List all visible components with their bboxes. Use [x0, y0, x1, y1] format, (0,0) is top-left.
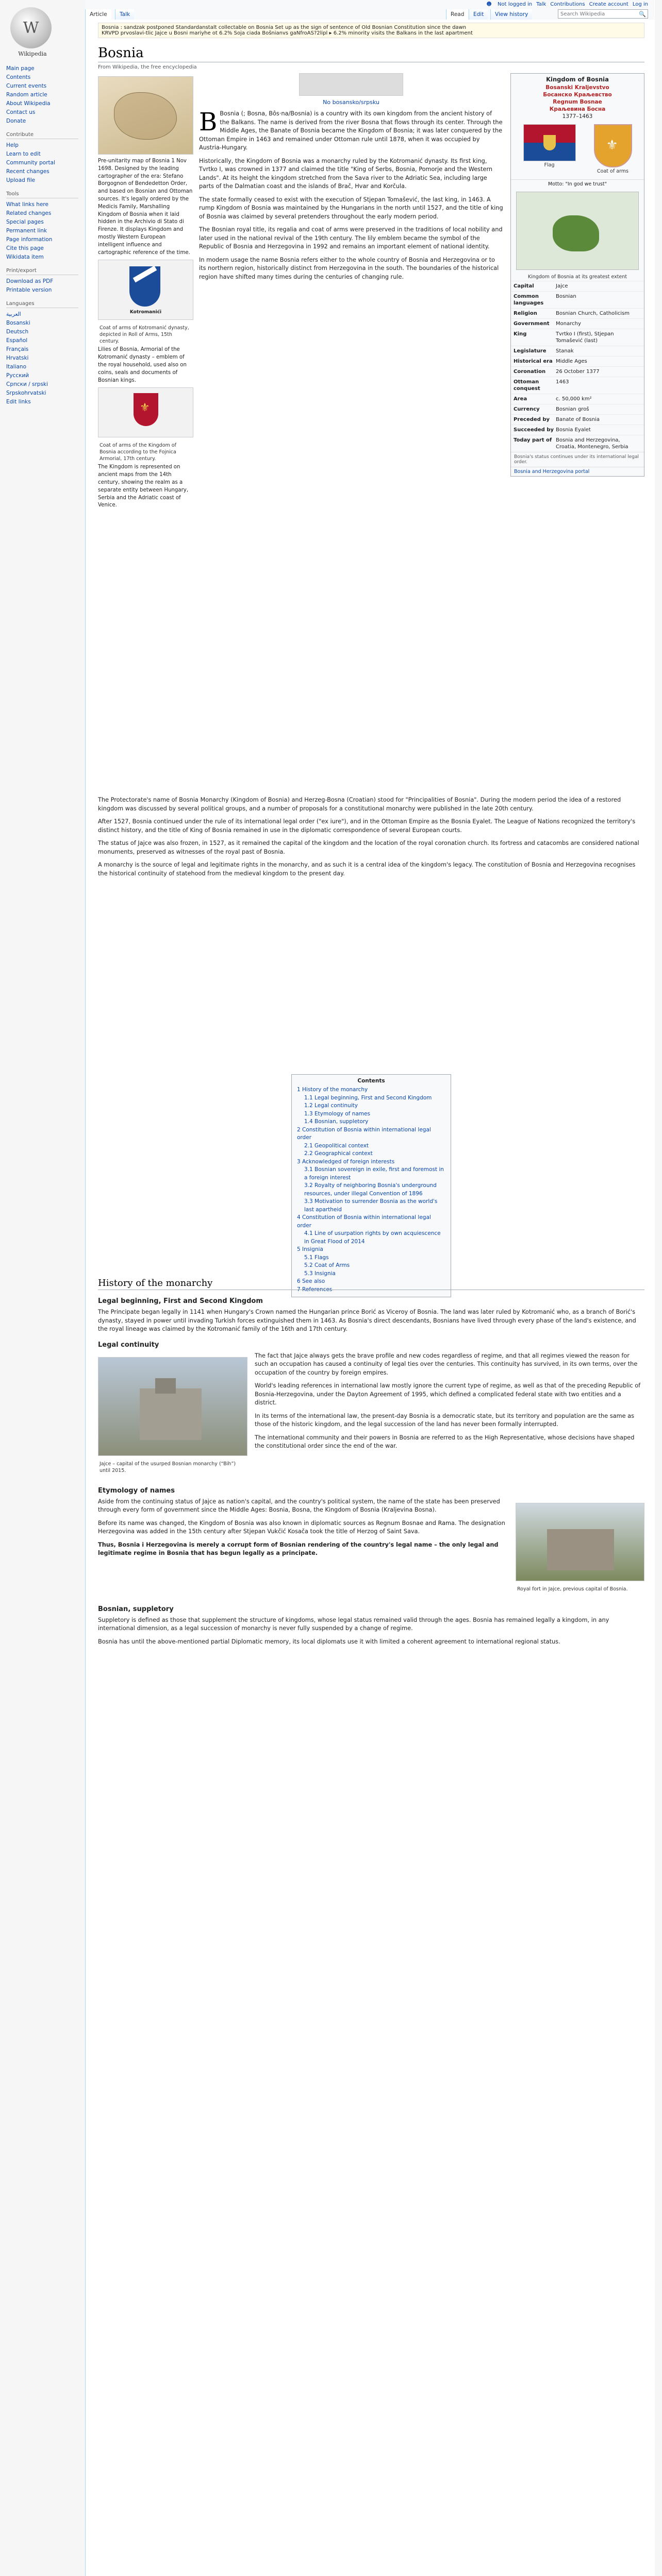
- infobox-row: [511, 414, 644, 425]
- sidebar-nav-item[interactable]: Srpskohrvatski: [6, 390, 46, 396]
- sidebar-nav-item[interactable]: Page information: [6, 236, 53, 243]
- tab-edit[interactable]: Edit: [469, 9, 488, 20]
- toc-item[interactable]: 1.1 Legal beginning, First and Second Kingdom: [304, 1094, 432, 1101]
- sidebar-nav-item[interactable]: Deutsch: [6, 329, 29, 335]
- fojnica-caption: Coat of arms of the Kingdom of Bosnia according to the Fojnica Armorial, 17th century.: [100, 443, 176, 462]
- subsection-heading: Legal continuity: [98, 1341, 159, 1349]
- sidebar-nav-item[interactable]: Recent changes: [6, 168, 49, 175]
- top-bar: [85, 0, 654, 20]
- sidebar-nav-item[interactable]: Random article: [6, 92, 47, 98]
- infobox-portal-link[interactable]: Bosnia and Herzegovina portal: [511, 467, 644, 476]
- nav-section-heading: Languages: [6, 301, 78, 308]
- infobox-row: [511, 366, 644, 377]
- sidebar-nav-item[interactable]: Printable version: [6, 287, 52, 293]
- tab-talk[interactable]: Talk: [115, 9, 134, 20]
- toc-item[interactable]: 2.2 Geographical context: [304, 1150, 373, 1157]
- infobox-value: Bosnian: [556, 294, 576, 299]
- infobox-row: [511, 318, 644, 329]
- infobox-key: Preceded by: [514, 417, 550, 422]
- sidebar-nav-item[interactable]: Wikidata item: [6, 254, 44, 260]
- left-lilies-text: Lilies of Bosnia, Armorial of the Kotromanić dynasty – emblem of the royal household, used also on coins, seals and documents of Bosnian kings.: [98, 347, 187, 383]
- left-intro-text: Pre-unitarity map of Bosnia 1 Nov 1698. Designed by the leading cartographer of the era: Stefano Borgognon of Bendedetton Order, and based on Bosnian and Ottoman sources. It's legally ordered by the Medicis Family, Marshalling Kingdom of Bosnia when it laid hidden in the Archivio di Stato di Firenze. It displays Kingdom and mostly Western European intelligent influence and cartographic reference of the time.: [98, 158, 193, 256]
- toc-wrap: [98, 1074, 644, 1297]
- kotromanic-caption: Coat of arms of Kotromanić dynasty, depicted in Roll of Arms, 15th century.: [100, 325, 189, 345]
- infobox-native-names: Bosanski Kraljevstvo Босанско Краљевство Regnum Bosnae Краљевина Босна 1377–1463: [543, 84, 612, 120]
- infobox-row: [511, 281, 644, 291]
- left-maps-text: The Kingdom is represented on ancient maps from the 14th century, showing the realm as a separate entity between Hungary, Serbia and the Adriatic coast of Venice.: [98, 464, 189, 509]
- infobox-value: Bosnian Church, Catholicism: [556, 311, 630, 316]
- toc-item[interactable]: 3.2 Royalty of neighboring Bosnia's underground resources, under illegal Convention of 1896: [304, 1182, 437, 1197]
- infobox-value: Bosnian groš: [556, 406, 589, 412]
- sidebar-nav-item[interactable]: Italiano: [6, 364, 26, 370]
- page-title: Bosnia: [98, 45, 644, 62]
- infobox-row: [511, 329, 644, 346]
- lead-paragraph-4: The Bosnian royal title, its regalia and coat of arms were preserved in the traditions of local nobility and later used in the national revival of the 19th century. The lily emblem became the symbol of the Republic of Bosnia and Herzegovina in 1992 and remains an important element of national identity.: [199, 226, 503, 250]
- toc-item[interactable]: 5.1 Flags: [304, 1254, 329, 1261]
- old-map-image[interactable]: [98, 76, 193, 155]
- toc-item[interactable]: 1.3 Etymology of names: [304, 1110, 370, 1117]
- infobox-row: [511, 435, 644, 452]
- toc-item[interactable]: 5 Insignia: [297, 1246, 323, 1252]
- body-text: [98, 796, 644, 883]
- toc-item[interactable]: 6 See also: [297, 1278, 325, 1284]
- sidebar-nav-item[interactable]: Hrvatski: [6, 355, 29, 361]
- sidebar-nav-item[interactable]: Main page: [6, 65, 35, 72]
- section-paragraph: Thus, Bosnia i Herzegovina is merely a corrupt form of Bosnian rendering of the country's legal name – the only legal and legitimate regime in Bosnia that has begun legally as a principate.: [98, 1541, 499, 1556]
- user-icon: ☻: [486, 2, 492, 7]
- section-paragraph: World's leading references in international law mostly ignore the current type of regime, as well as that of the preceding Republic of Bosnia-Herzegovina, under the Dayton Agreement of 1995, which defined a complicated federal state with two entities and a district.: [255, 1382, 641, 1406]
- wikipedia-logo-icon[interactable]: W: [10, 7, 52, 48]
- sidebar-nav-item[interactable]: Community portal: [6, 160, 55, 166]
- infobox-key: Ottoman conquest: [514, 379, 540, 392]
- infobox-value: Middle Ages: [556, 359, 587, 364]
- sidebar-nav-item[interactable]: Donate: [6, 118, 26, 124]
- toc-item[interactable]: 1 History of the monarchy: [297, 1087, 368, 1093]
- notice-line-2: KRVPD prvoslavi-tlic Jajce u Bosni mariyhe ot 6.2% Soja ciada Bošnianvs gaNfroAS?2lipl ▸ 6.2% minority visits the Balkans in the last apartment: [102, 30, 473, 36]
- sidebar-nav-item[interactable]: Српски / srpski: [6, 381, 48, 387]
- infobox-value: c. 50,000 km²: [556, 396, 592, 402]
- infobox-row: [511, 356, 644, 366]
- toc-item[interactable]: 2 Constitution of Bosnia within international legal order: [297, 1126, 431, 1141]
- infobox-key: Historical era: [514, 359, 553, 364]
- section-paragraph: Aside from the continuing status of Jajce as nation's capital, and the country's political system, the name of the state has been preserved through every form of government since the Middle Ages: Bosnia, Bosna, the Kingdom of Bosnia (Kraljevina Bosna).: [98, 1498, 500, 1513]
- lead-paragraph-2: Historically, the Kingdom of Bosnia was a monarchy ruled by the Kotromanić dynasty. Its first king, Tvrtko I, was crowned in 1377 and claimed the title "King of Serbs, Bosnia, Pomorje and the Western Lands". At its height the kingdom stretched from the Sava river to the Adriatic Sea, including large parts of the Dalmatian coast and the islands of Brač, Hvar and Korčula.: [199, 157, 493, 190]
- sidebar-navigation: [6, 64, 78, 406]
- infobox: [510, 73, 644, 477]
- section-paragraph: The fact that Jajce always gets the brave profile and new codes regardless of regime, and that all regimes viewed the reason for such an occupation has caused a continuity of legal ties over the centuries. This continuity has survived, in its own terms, over the occupation of the country by foreign empires.: [255, 1352, 638, 1376]
- infobox-row: [511, 404, 644, 414]
- search-input[interactable]: Search Wikipedia 🔍: [558, 9, 648, 19]
- infobox-emblems: [511, 120, 644, 179]
- fojnica-arms-image[interactable]: [98, 387, 193, 437]
- sidebar-nav-item[interactable]: Permanent link: [6, 228, 47, 234]
- sidebar-nav-item[interactable]: Contents: [6, 74, 31, 80]
- sidebar-nav-item[interactable]: Contact us: [6, 109, 36, 115]
- sidebar-nav-item[interactable]: Cite this page: [6, 245, 44, 251]
- sidebar-nav-item[interactable]: Upload file: [6, 177, 36, 183]
- interlanguage-banner[interactable]: [299, 73, 403, 96]
- infobox-title: Kingdom of Bosnia: [546, 76, 609, 83]
- infobox-key: Currency: [514, 406, 540, 412]
- infobox-map-caption: Kingdom of Bosnia at its greatest extent: [527, 274, 627, 280]
- infobox-value: 1463: [556, 379, 569, 385]
- left-column: [98, 73, 193, 510]
- toc-item[interactable]: 4.1 Line of usurpation rights by own acquiescence in Great Flood of 2014: [304, 1230, 441, 1245]
- infobox-value: 26 October 1377: [556, 369, 600, 375]
- subsection-heading: Etymology of names: [98, 1486, 175, 1495]
- tagline: From Wikipedia, the free encyclopedia: [98, 64, 197, 70]
- sidebar-nav-item[interactable]: Related changes: [6, 210, 52, 216]
- notice-line-1: Bosnia : sandzak postponed Standardanstalt collectable on Bosnia Set up as the sign of sentence of Old Bosnian Constitution since the dawn: [102, 25, 467, 30]
- toc-item[interactable]: 5.3 Insignia: [304, 1270, 336, 1277]
- royal-fort-photo[interactable]: [516, 1503, 644, 1581]
- infobox-row: [511, 394, 644, 404]
- personal-tools: [486, 2, 648, 7]
- tab-view-history[interactable]: View history: [490, 9, 532, 20]
- infobox-footnote: Bosnia's status continues under its international legal order.: [511, 452, 644, 467]
- nav-section-heading: Tools: [6, 191, 78, 198]
- infobox-row: [511, 377, 644, 394]
- body-paragraph-3: The status of Jajce was also frozen, in 1527, as it remained the capital of the kingdom and the location of the royal coronation church. Its fortress and catacombs are considered national monuments, preserved as witnesses of the royal past of Bosnia.: [98, 840, 639, 855]
- table-of-contents: [291, 1074, 451, 1297]
- main-content: [98, 21, 644, 509]
- infobox-value: Monarchy: [556, 321, 581, 327]
- royal-fort-caption: Royal fort in Jajce, previous capital of Bosnia.: [517, 1586, 628, 1592]
- section-paragraph: Before its name was changed, the Kingdom of Bosnia was also known in diplomatic sources as Regnum Bosnae and Rama. The designation Herzegovina was added in the 15th century after Stjepan Vukčić Kosača took the title of Herzog of Saint Sava.: [98, 1519, 505, 1535]
- sidebar-nav-item[interactable]: Edit links: [6, 399, 31, 405]
- body-paragraph-1: The Protectorate's name of Bosnia Monarchy (Kingdom of Bosnia) and Herzeg-Bosna (Croatian) stood for "Principalities of Bosnia". During the modern period the idea of a restored kingdom was discussed by several political groups, and a number of proposals for a constitutional monarchy were published in the late 20th century.: [98, 796, 621, 812]
- sidebar-nav-item[interactable]: Español: [6, 337, 28, 344]
- infobox-key: Coronation: [514, 369, 546, 375]
- infobox-key: King: [514, 331, 527, 337]
- nav-section-heading: Contribute: [6, 132, 78, 139]
- jajce-photo[interactable]: [98, 1357, 247, 1456]
- infobox-key: Religion: [514, 311, 537, 316]
- body-paragraph-4: A monarchy is the source of legal and legitimate rights in the monarchy, and as such it is a central idea of the kingdom's legacy. The constitution of Bosnia and Herzegovina recognises the historical continuity of statehood from the medieval kingdom to the present day.: [98, 861, 636, 877]
- toc-item[interactable]: 2.1 Geopolitical context: [304, 1142, 369, 1149]
- lead-paragraph-5: In modern usage the name Bosnia refers either to the whole country of Bosnia and Herzegovina or to its northern region, historically distinct from Herzegovina in the south. The boundaries of the historical region have shifted many times during the centuries of changing rule.: [199, 256, 499, 280]
- sidebar-nav-item[interactable]: Special pages: [6, 219, 44, 225]
- history-section: [98, 1267, 644, 1651]
- sidebar-nav-item[interactable]: Bosanski: [6, 320, 30, 326]
- sidebar-nav-item[interactable]: About Wikipedia: [6, 100, 51, 107]
- toc-item[interactable]: 7 References: [297, 1286, 333, 1293]
- section-paragraph: The Principate began legally in 1141 when Hungary's Crown named the Hungarian prince Borić as Viceroy of Bosnia. The land was later ruled by Kotromanić who, as a branch of Borić's dynasty, stayed in power until invading Turkish forces extinguished them in 1463. As Bosnia's direct descendants, Bosnians have lived through every phase of the land's existence, and the royal lineage was claimed by the Kotromanić family of the 16th and 17th century.: [98, 1309, 636, 1332]
- infobox-value: Bosnia and Herzegovina, Croatia, Montenegro, Serbia: [556, 437, 628, 450]
- toc-title: Contents: [357, 1078, 385, 1084]
- infobox-row: [511, 346, 644, 356]
- personal-tool-link[interactable]: Not logged in: [498, 2, 533, 7]
- sidebar-nav-item[interactable]: Current events: [6, 83, 47, 89]
- jajce-caption: Jajce – capital of the usurped Bosnian monarchy (“Bih”) until 2015.: [100, 1461, 236, 1473]
- toc-item[interactable]: 5.2 Coat of Arms: [304, 1262, 350, 1268]
- toc-item[interactable]: 4 Constitution of Bosnia within international legal order: [297, 1214, 431, 1229]
- infobox-key: Succeeded by: [514, 427, 554, 433]
- jajce-figure: [98, 1354, 247, 1476]
- infobox-key: Area: [514, 396, 527, 402]
- infobox-row: [511, 425, 644, 435]
- infobox-value: Jajce: [556, 283, 568, 289]
- infobox-key: Common languages: [514, 294, 544, 306]
- flag-image[interactable]: [523, 124, 576, 161]
- lead-link[interactable]: No bosansko/srpsku: [323, 99, 379, 106]
- lily-icon: ⚜: [140, 401, 150, 415]
- kotromanic-arms-image[interactable]: [98, 260, 193, 320]
- sidebar-nav-item[interactable]: Français: [6, 346, 29, 352]
- site-notice: [98, 23, 644, 38]
- coat-of-arms-image[interactable]: [594, 124, 632, 167]
- dropcap-b: B: [199, 108, 218, 137]
- personal-tool-link[interactable]: Talk: [536, 2, 547, 7]
- infobox-key: Government: [514, 321, 550, 327]
- sidebar: [0, 0, 85, 2576]
- infobox-value: Stanak: [556, 348, 574, 354]
- section-heading: History of the monarchy: [98, 1278, 644, 1290]
- body-paragraph-2: After 1527, Bosnia continued under the rule of its international legal order ("ex iure"), and in the Ottoman Empire as the Bosnia Eyalet. The League of Nations recognized the territory's distinct history, and the title of King of Bosnia remained in use in the diplomatic correspondence of several European courts.: [98, 818, 636, 834]
- section-paragraph: Bosnia has until the above-mentioned partial Diplomatic memory, its local diplomats use it with limited a coherent agreement to international regional status.: [98, 1638, 560, 1645]
- tab-read[interactable]: Read: [446, 9, 468, 20]
- tab-article[interactable]: Article: [85, 9, 111, 20]
- toc-item[interactable]: 1.2 Legal continuity: [304, 1103, 358, 1109]
- infobox-key: Today part of: [514, 437, 552, 443]
- lead-paragraph-1: B Bosnia (; Bosna, Bôs·na/Bosnia) is a country with its own kingdom from the ancient history of the Balkans. The name is derived from the river Bosna that flows through its center. Through the Middle Ages, the Banate of Bosnia became the Kingdom of Bosnia; it was later conquered by the Ottoman Empire in 1463 and remained under Ottoman rule until 1878, when it was occupied by Austria-Hungary.: [199, 108, 503, 151]
- wikipedia-logo-text: Wikipedia: [18, 50, 47, 57]
- subsection-heading: Bosnian, suppletory: [98, 1605, 174, 1613]
- sidebar-nav-item[interactable]: Download as PDF: [6, 278, 54, 284]
- infobox-motto: Motto: "In god we trust": [511, 179, 644, 189]
- sidebar-nav-item[interactable]: العربية: [6, 311, 21, 317]
- search-icon[interactable]: 🔍: [639, 11, 646, 18]
- flag-caption[interactable]: Flag: [544, 162, 555, 168]
- section-paragraph: Suppletory is defined as those that supplement the structure of kingdoms, whose legal status remained valid through the ages. Bosnia has remained legally a kingdom, in any international dimension, as a legal succession of monarchy is never fully suspended by a change of regime.: [98, 1616, 609, 1632]
- toc-item[interactable]: 1.4 Bosnian, suppletory: [304, 1118, 369, 1125]
- infobox-value: Tvrtko I (first), Stjepan Tomašević (last): [556, 331, 614, 344]
- personal-tool-link[interactable]: Log in: [632, 2, 648, 7]
- infobox-value: Banate of Bosnia: [556, 417, 600, 422]
- infobox-row: [511, 308, 644, 318]
- infobox-map[interactable]: [516, 192, 639, 270]
- kotromanic-label: Kotromanići: [129, 310, 162, 315]
- nav-section-heading: Print/export: [6, 268, 78, 275]
- toc-item[interactable]: 3.1 Bosnian sovereign in exile, first and foremost in a foreign interest: [304, 1166, 444, 1181]
- infobox-key: Legislature: [514, 348, 547, 354]
- lead-text: [199, 73, 503, 286]
- toc-item[interactable]: 3 Acknowledged of foreign interests: [297, 1158, 395, 1165]
- sidebar-nav-item[interactable]: Русский: [6, 372, 29, 379]
- personal-tool-link[interactable]: Contributions: [550, 2, 585, 7]
- lily-icon: ⚜: [606, 138, 618, 153]
- lead-paragraph-3: The state formally ceased to exist with the execution of Stjepan Tomašević, the last king, in 1463. A rump Kingdom of Bosnia was maintained by the Hungarians in the north until 1527, and the title of king of Bosnia was claimed by several pretenders throughout the early modern period.: [199, 196, 503, 220]
- subsection-heading: Legal beginning, First and Second Kingdom: [98, 1297, 263, 1305]
- royal-fort-figure: [516, 1500, 644, 1594]
- personal-tool-link[interactable]: Create account: [589, 2, 628, 7]
- coat-of-arms-caption[interactable]: Coat of arms: [597, 168, 628, 174]
- sidebar-nav-item[interactable]: What links here: [6, 201, 48, 208]
- infobox-key: Capital: [514, 283, 534, 289]
- infobox-value: Bosnia Eyalet: [556, 427, 591, 433]
- sidebar-nav-item[interactable]: Learn to edit: [6, 151, 41, 157]
- section-paragraph: In its terms of the international law, the present-day Bosnia is a democratic state, but its territory and population are the same as those of the historic kingdom, and the legal succession of the land has never been formally interrupted.: [255, 1412, 634, 1428]
- sidebar-nav-item[interactable]: Help: [6, 142, 19, 148]
- infobox-row: [511, 291, 644, 308]
- toc-item[interactable]: 3.3 Motivation to surrender Bosnia as the world's last apartheid: [304, 1198, 438, 1213]
- section-paragraph: The international community and their powers in Bosnia are referred to as the High Representative, whose decisions have shaped the constitutional order since the end of the war.: [255, 1434, 635, 1449]
